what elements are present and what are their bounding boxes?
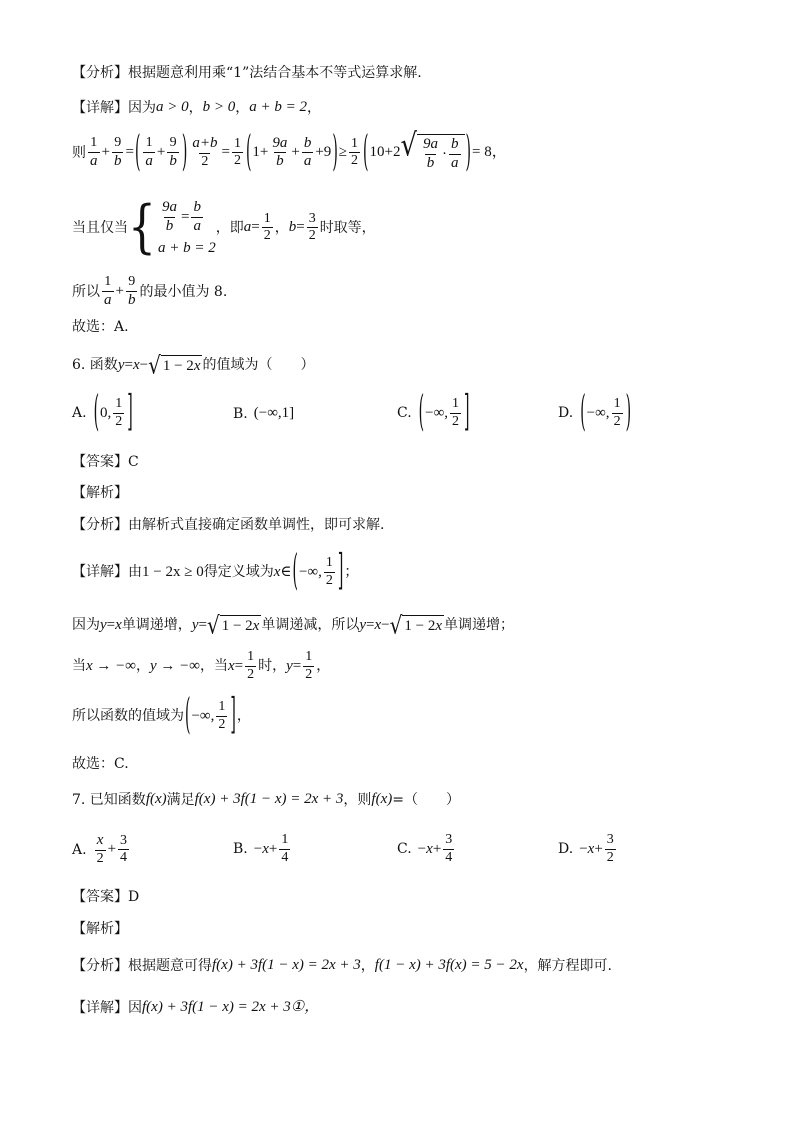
q6-xj-cond: 1 − 2x ≥ 0 — [142, 563, 204, 580]
sqrt-expression: √ $\frac{9a}{b}$ · $\frac{b}{a}$ — [400, 134, 464, 172]
q6-option-b-expr: (−∞,1] — [253, 405, 295, 421]
q7-answer-line — [72, 890, 139, 904]
given-sum: a + b = 2 — [249, 99, 307, 115]
q7-stem-suffix: ，则 — [343, 791, 372, 808]
xiangjie-tag: 【详解】 — [72, 564, 128, 581]
fenxi-tag: 【分析】 — [72, 65, 128, 81]
option-label: A. — [72, 841, 87, 858]
q6-fenxi-text: 由解析式直接确定函数单调性，即可求解. — [128, 517, 385, 533]
frac-1-a: $\frac{1}{a}$ — [90, 135, 98, 169]
q6-line3-a: x → −∞ — [86, 657, 136, 674]
q7-fenxi-eq1: f(x) + 3f(1 − x) = 2x + 3 — [212, 957, 361, 973]
q7-xj-eq: f(x) + 3f(1 − x) = 2x + 3①， — [142, 999, 320, 1015]
q6-stem-prefix: 6. 函数 — [72, 357, 118, 373]
comma: ， — [274, 219, 289, 236]
option-label: C. — [397, 405, 412, 422]
q6-stem: 6. 函数 y = x − √ 1 − 2 x 的值域为（ ） — [72, 350, 315, 380]
comma: ， — [307, 99, 321, 116]
option-label: D. — [558, 405, 574, 422]
q7-option-a: A. $\frac{x}{2}$ + $\frac{3}{4}$ — [72, 832, 128, 866]
q6-answer: C — [128, 454, 139, 470]
ji-text: ，即 — [215, 219, 244, 236]
min-text: 的最小值为 8. — [139, 283, 228, 300]
given-a: a > 0 — [156, 99, 189, 115]
q7-stem: 7. 已知函数 f(x) 满足 f(x) + 3f(1 − x) = 2x + 3 ，则 f(x) =（ ） — [72, 791, 460, 808]
p5-given-line — [72, 100, 321, 115]
q7-fenxi-eq2: f(1 − x) + 3f(x) = 5 − 2x — [374, 957, 524, 973]
q6-line3-c: ，当 — [199, 658, 228, 675]
q7-option-b: B. − x + $\frac{1}{4}$ — [233, 832, 289, 865]
q7-answer: D — [128, 889, 140, 905]
q6-line2-b: 单调递减，所以 — [261, 617, 360, 633]
option-label: C. — [397, 841, 412, 858]
q7-option-c: C. − x + $\frac{3}{4}$ — [397, 832, 453, 865]
frac-9-b: $\frac{9}{b}$ — [113, 135, 122, 169]
q7-fenxi-line: 【分析】 根据题意可得 f(x) + 3f(1 − x) = 2x + 3 ， f(1 − x) + 3f(x) = 5 − 2x ，解方程即可. — [72, 957, 613, 974]
given-b: b > 0 — [202, 99, 236, 115]
xiangjie-tag: 【详解】 — [72, 999, 128, 1016]
q6-xj-line4: 所以函数的值域为 ( −∞, $\frac{1}{2}$ ] ， — [72, 692, 251, 741]
p5-inequality-line: 则 $\frac{1}{a}$ + $\frac{9}{b}$ = ( $\frac{1}{a}$ + $\frac{9}{b}$ ) $\frac{a+b}{2}$ = $\frac{1}{2}$ ( 1+ $\frac{9a}{b}$ + $\frac{b}{a}$ +9 ) ≥ $\frac{1}{2}$ ( 10+2 √ $\frac{9a}{b}$ · $\frac{b}{a}$ ) = 8， — [72, 127, 507, 177]
q6-option-b — [233, 405, 294, 422]
q7-stem-mid: 满足 — [166, 791, 195, 808]
q6-fenxi-line — [72, 518, 384, 532]
q6-line2-a: 单调递增， — [121, 617, 192, 633]
given-prefix: 因为 — [128, 99, 156, 116]
p5-answer: 故选：A. — [72, 319, 129, 335]
daan-tag: 【答案】 — [72, 889, 128, 905]
option-label: A. — [72, 405, 87, 422]
q6-line3-prefix: 当 — [72, 658, 86, 675]
q6-option-a: A. ( 0, $\frac{1}{2}$ ] — [72, 389, 133, 438]
q7-xj-line — [72, 1000, 319, 1015]
p5-equality-line: 当且仅当 { $\frac{9a}{b}$ = $\frac{b}{a}$ a + b = 2 ，即 a = $\frac{1}{2}$ ， b = $\frac{3}{2}$ 时取等， — [72, 193, 376, 261]
comma: ， — [235, 99, 250, 116]
fenxi-tag: 【分析】 — [72, 957, 128, 974]
q7-stem-end: =（ ） — [392, 791, 460, 808]
qudeng-text: 时取等， — [319, 219, 376, 236]
q6-answer-line — [72, 455, 139, 469]
q7-fenxi-prefix: 根据题意可得 — [128, 957, 212, 974]
q6-xj-line2: 因为 y = x 单调递增， y = √ 1 − 2 x 单调递减，所以 y = x − √ 1 − 2 x 单调递增； — [72, 610, 515, 640]
ze-text: 则 — [72, 144, 86, 161]
p5-fenxi-line — [72, 66, 422, 80]
q6-line4-prefix: 所以函数的值域为 — [72, 708, 184, 725]
q7-stem-eq: f(x) + 3f(1 − x) = 2x + 3 — [194, 791, 344, 807]
q6-xj-line3: 当 x → −∞ ， y → −∞ ，当 x = $\frac{1}{2}$ 时， y = $\frac{1}{2}$ ， — [72, 649, 331, 682]
q6-line3-b: y → −∞ — [149, 657, 200, 674]
eq-result: = 8， — [472, 144, 507, 161]
daan-tag: 【答案】 — [72, 454, 128, 470]
system-brace: { — [128, 193, 156, 261]
xiangjie-tag: 【详解】 — [72, 99, 128, 116]
q6-line2-prefix: 因为 — [72, 617, 100, 633]
q6-option-c: C. ( −∞, $\frac{1}{2}$ ] — [397, 389, 470, 438]
q7-option-d: D. − x + $\frac{3}{2}$ — [558, 832, 614, 865]
q6-xj-line1: 【详解】 由 1 − 2x ≥ 0 得定义域为 x ∈ ( −∞, $\frac{1}{2}$ ] ； — [72, 548, 359, 597]
equation-system: $\frac{9a}{b}$ = $\frac{b}{a}$ a + b = 2 — [158, 199, 216, 256]
q7-jiexi-tag: 【解析】 — [72, 921, 128, 937]
option-label: B. — [233, 841, 248, 858]
dangqie-text: 当且仅当 — [72, 219, 128, 236]
q7-fenxi-suffix: ，解方程即可. — [523, 957, 613, 974]
p5-fenxi-text: 根据题意利用乘“1”法结合基本不等式运算求解. — [128, 65, 422, 81]
q7-stem-prefix: 7. 已知函数 — [72, 791, 146, 808]
p5-min-line: 所以 $\frac{1}{a}$ + $\frac{9}{b}$ 的最小值为 8. — [72, 274, 228, 308]
q6-stem-suffix: 的值域为（ ） — [202, 357, 315, 373]
fenxi-tag: 【分析】 — [72, 517, 128, 533]
q7-xj-prefix: 因 — [128, 999, 142, 1016]
q6-line3-d: 时， — [258, 658, 287, 675]
q6-xj-mid: 得定义域为 — [203, 564, 274, 581]
comma: ， — [188, 99, 203, 116]
q6-jiexi-tag: 【解析】 — [72, 485, 128, 501]
option-label: B. — [233, 405, 248, 422]
option-label: D. — [558, 841, 574, 858]
q6-answer-text: 故选：C. — [72, 756, 129, 772]
q6-option-d: D. ( −∞, $\frac{1}{2}$ ) — [558, 389, 632, 438]
suoyi-text: 所以 — [72, 283, 100, 300]
q6-line2-c: 单调递增； — [444, 617, 515, 633]
system-row-2: a + b = 2 — [158, 239, 216, 256]
q6-xj-prefix: 由 — [128, 564, 142, 581]
